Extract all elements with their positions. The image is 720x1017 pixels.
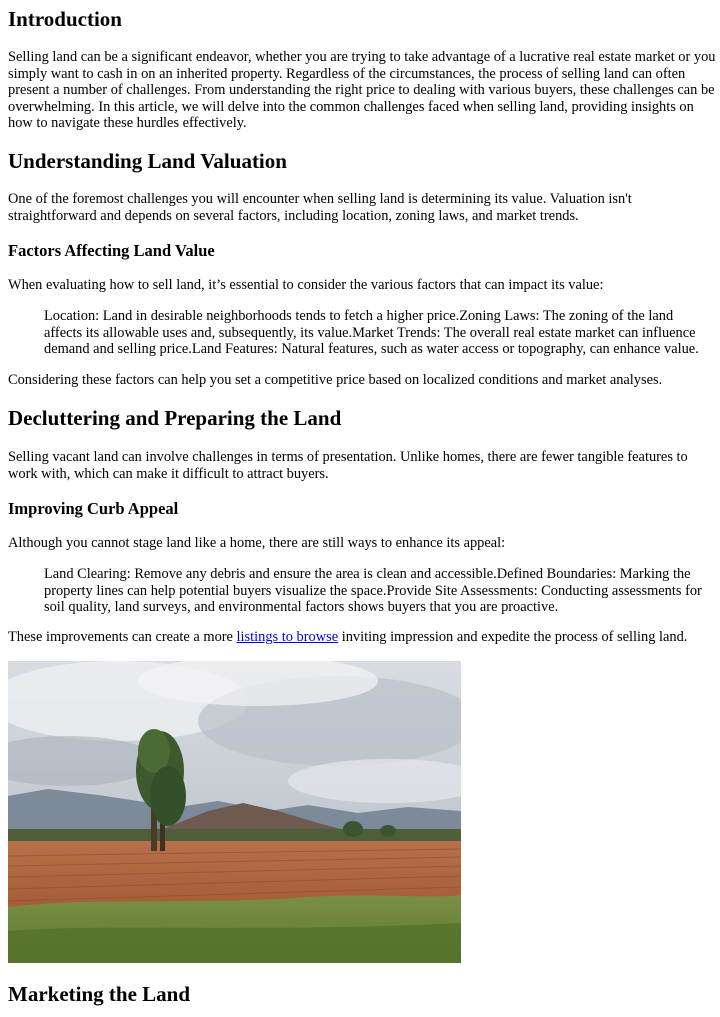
declutter-paragraph: Selling vacant land can involve challenges in terms of presentation. Unlike homes, there are fewer tangible features to work with, which can make it difficult to attract buyers. [8,449,688,482]
curb-paragraph: Although you cannot stage land like a home, there are still ways to enhance its appeal: [8,535,506,551]
improvements-text-before: These improvements can create a more [8,629,237,645]
heading-marketing: Marketing the Land [8,982,191,1006]
heading-introduction: Introduction [8,7,122,31]
heading-curb-appeal: Improving Curb Appeal [8,499,179,518]
improvements-text-after: inviting impression and expedite the process of selling land. [338,629,688,645]
factors-closing-paragraph: Considering these factors can help you set a competitive price based on localized conditions and market analyses. [8,372,663,388]
heading-land-valuation: Understanding Land Valuation [8,149,287,173]
factors-blockquote: Location: Land in desirable neighborhoods tends to fetch a higher price.Zoning Laws: The zoning of the land affects its allowable uses and, subsequently, its value.Market Trends: The overall real estate market can influence demand and selling price.Land Features: Natural features, such as water access or topography, can enhance value. [44,308,699,357]
heading-decluttering: Decluttering and Preparing the Land [8,406,342,430]
heading-factors: Factors Affecting Land Value [8,241,215,260]
valuation-paragraph: One of the foremost challenges you will encounter when selling land is determining its value. Valuation isn't straightforward and depends on several factors, including location, zoning laws, and market trends. [8,191,632,224]
listings-link[interactable]: listings to browse [236,629,339,645]
curb-blockquote: Land Clearing: Remove any debris and ensure the area is clean and accessible.Defined Boundaries: Marking the property lines can help potential buyers visualize the space.Provide Site Assessments: Conducting assessments for soil quality, land surveys, and environmental factors shows buyers that you are proactive. [44,566,702,615]
factors-paragraph: When evaluating how to sell land, it’s essential to consider the various factors that can impact its value: [8,277,604,293]
improvements-paragraph [8,629,712,646]
intro-paragraph: Selling land can be a significant endeavor, whether you are trying to take advantage of a lucrative real estate market or you simply want to cash in on an inherited property. Regardless of the circumstances, the process of selling land can often present a number of challenges. From understanding the right price to dealing with various buyers, these challenges can be overwhelming. In this article, we will delve into the common challenges faced when selling land, providing insights on how to navigate these hurdles effectively. [8,49,716,131]
field-landscape-image [8,661,461,963]
